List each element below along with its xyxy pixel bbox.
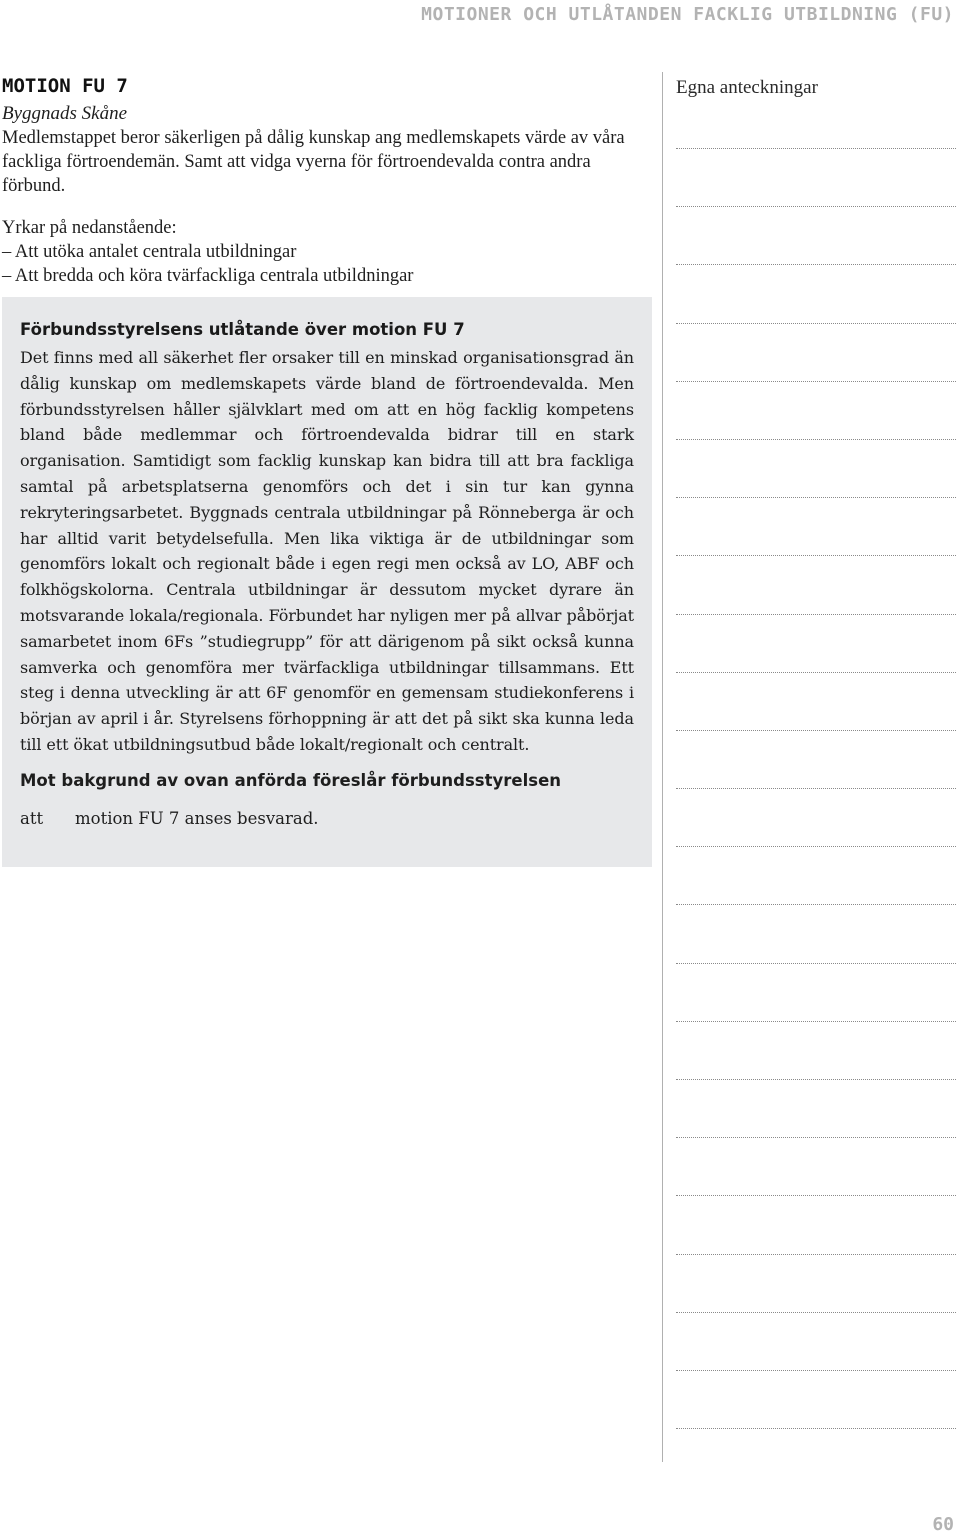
motion-proposer: Byggnads Skåne bbox=[2, 103, 128, 124]
notes-line bbox=[676, 148, 956, 149]
motion-text: Medlemstappet beror säkerligen på dålig kunskap ang medlemskapets värde av våra fackliga förtroendemän. Samt att vidga vyerna för förtroendevalda contra andra förbund. bbox=[2, 128, 625, 196]
proposal-heading: Mot bakgrund av ovan anförda föreslår förbundsstyrelsen bbox=[20, 770, 562, 790]
page-number: 60 bbox=[932, 1514, 954, 1535]
board-reply-box bbox=[2, 297, 652, 867]
notes-line bbox=[676, 672, 956, 673]
notes-line bbox=[676, 555, 956, 556]
running-header: MOTIONER OCH UTLÅTANDEN FACKLIG UTBILDNING (FU) bbox=[421, 4, 954, 25]
notes-line bbox=[676, 497, 956, 498]
notes-line bbox=[676, 439, 956, 440]
decision-text: motion FU 7 anses besvarad. bbox=[75, 808, 319, 828]
notes-line bbox=[676, 1079, 956, 1080]
notes-line bbox=[676, 1370, 956, 1371]
demands-intro: Yrkar på nedanstående: bbox=[2, 218, 177, 238]
notes-line bbox=[676, 1254, 956, 1255]
notes-line bbox=[676, 904, 956, 905]
notes-line bbox=[676, 206, 956, 207]
demand-item: – Att bredda och köra tvärfackliga centrala utbildningar bbox=[2, 266, 414, 286]
notes-line bbox=[676, 1428, 956, 1429]
motion-body bbox=[2, 126, 652, 288]
notes-lines bbox=[676, 148, 956, 1486]
motion-title: MOTION FU 7 bbox=[2, 75, 128, 97]
notes-line bbox=[676, 730, 956, 731]
notes-line bbox=[676, 788, 956, 789]
notes-line bbox=[676, 1137, 956, 1138]
notes-heading: Egna anteckningar bbox=[676, 77, 818, 98]
reply-text: Det finns med all säkerhet fler orsaker till en minskad organisationsgrad än dålig kunskap om medlemskapets värde bland de förtroendevalda. Men förbundsstyrelsen håller självklart med om att en hög facklig kompetens bland både medlemmar och förtroendevalda bidrar till en stark organisation. Samtidigt som facklig kunskap kan bidra till att bra fackliga samtal på arbetsplatserna genomförs och det i sin tur kan gynna rekryteringsarbetet. Byggnads centrala utbildningar på Rönneberga är och har alltid varit betydelsefulla. Men lika viktiga är de utbildningar som genomförs lokalt och regionalt både i egen regi men också av LO, ABF och folkhögskolorna. Centrala utbildningar är dessutom mycket dyrare än motsvarande lokala/regionala. Förbundet har nyligen mer på allvar påbörjat samarbetet inom 6Fs ”studiegrupp” för att därigenom på sikt också kunna samverka och genomföra mer tvärfackliga utbildningar tillsammans. Ett steg i denna utveckling är att 6F genomför en gemensam studiekonferens i början av april i år. Styrelsens förhoppning är att det på sikt ska kunna leda till ett ökat utbildningsutbud både lokalt/regionalt och centralt. bbox=[20, 348, 634, 754]
notes-line bbox=[676, 381, 956, 382]
demand-item: – Att utöka antalet centrala utbildningar bbox=[2, 242, 297, 262]
notes-line bbox=[676, 1312, 956, 1313]
notes-line bbox=[676, 614, 956, 615]
notes-line bbox=[676, 846, 956, 847]
notes-line bbox=[676, 264, 956, 265]
decision-att: att bbox=[20, 808, 44, 828]
notes-line bbox=[676, 1021, 956, 1022]
column-divider bbox=[662, 72, 663, 1462]
decision bbox=[20, 808, 634, 830]
notes-line bbox=[676, 963, 956, 964]
notes-line bbox=[676, 1195, 956, 1196]
notes-line bbox=[676, 323, 956, 324]
reply-heading: Förbundsstyrelsens utlåtande över motion FU 7 bbox=[20, 320, 465, 339]
